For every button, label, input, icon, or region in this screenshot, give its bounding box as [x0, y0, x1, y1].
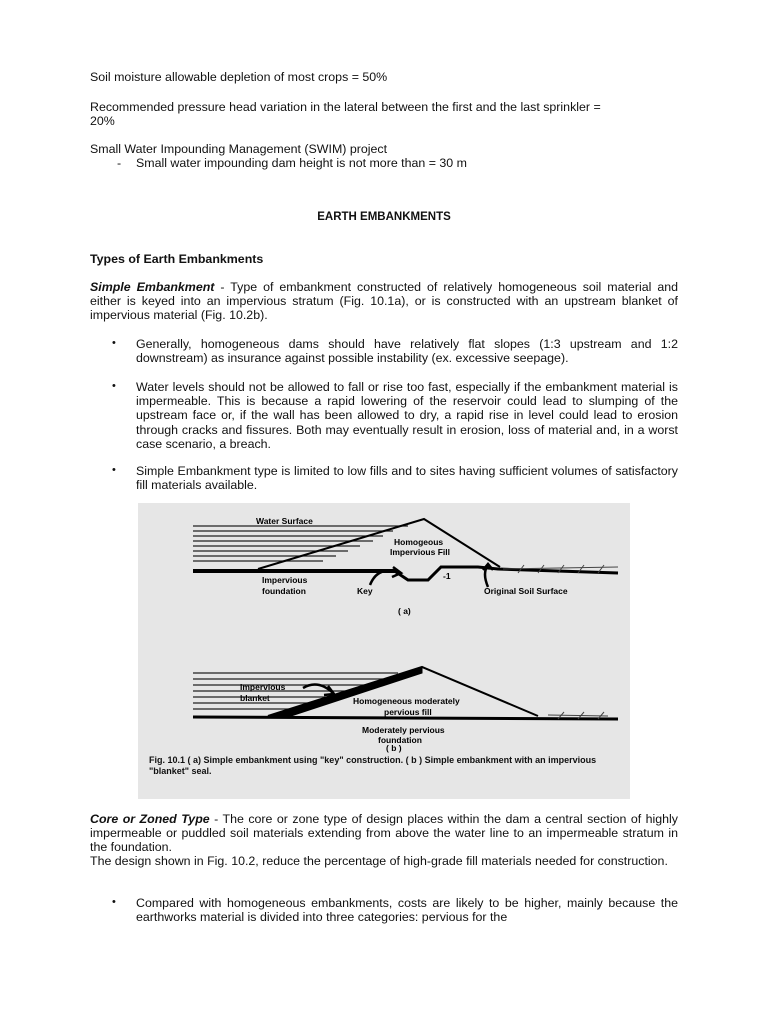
- label-slope: -1: [443, 571, 451, 581]
- label-impervious-fill: Impervious Fill: [390, 547, 450, 557]
- pressure-head-line: Recommended pressure head variation in the lateral between the first and the last sprinkler =: [90, 100, 601, 114]
- label-b: ( b ): [386, 743, 402, 753]
- subheading: Types of Earth Embankments: [90, 252, 264, 266]
- bullet-dot: •: [112, 896, 116, 908]
- blanket-arrow: [303, 684, 334, 695]
- dam-height-line: Small water impounding dam height is not more than = 30 m: [136, 156, 467, 170]
- swim-project-line: Small Water Impounding Management (SWIM) project: [90, 142, 388, 156]
- dash-marker: -: [117, 156, 122, 170]
- figure-caption: Fig. 10.1 ( a) Simple embankment using "key" construction. ( b ) Simple embankment with an impervious "blanket" seal.: [149, 755, 597, 776]
- label-homogeneous-moderately: Homogeneous moderately: [353, 696, 460, 706]
- label-homogeous: Homogeous: [394, 537, 444, 547]
- simple-embankment-text: - Type of embankment constructed of relatively homogeneous soil material and either is keyed into an impervious stratum (Fig. 10.1a), or is constructed with an upstream blanket of impervious material (Fig. 10.2b).: [90, 280, 678, 323]
- label-original-soil: Original Soil Surface: [484, 586, 568, 596]
- simple-embankment-paragraph: [90, 280, 678, 323]
- bullet-text: Simple Embankment type is limited to low fills and to sites having sufficient volumes of satisfactory fill materials available.: [136, 464, 678, 493]
- label-key: Key: [357, 586, 373, 596]
- label-impervious: Impervious: [262, 575, 308, 585]
- figure-10-1: [138, 503, 630, 799]
- design-paragraph: The design shown in Fig. 10.2, reduce the percentage of high-grade fill materials needed for construction.: [90, 854, 668, 868]
- label-impervious-b: Impervious: [240, 682, 286, 692]
- bullet-dot: •: [112, 337, 116, 349]
- label-a: ( a): [398, 606, 411, 616]
- label-blanket: blanket: [240, 693, 270, 703]
- soil-moisture-line: Soil moisture allowable depletion of most crops = 50%: [90, 70, 388, 84]
- label-pervious-fill: pervious fill: [384, 707, 432, 717]
- label-foundation-b: foundation: [378, 735, 422, 745]
- pressure-head-value: 20%: [90, 114, 115, 128]
- core-zoned-text: - The core or zone type of design places within the dam a central section of highly impermeable or puddled soil materials extending from above the water line to an impermeable stratum in the foundation.: [90, 812, 678, 855]
- core-zoned-term: Core or Zoned Type: [90, 812, 210, 826]
- core-zoned-paragraph: [90, 812, 678, 855]
- bullet-dot: •: [112, 464, 116, 476]
- label-water-surface: Water Surface: [256, 516, 313, 526]
- simple-embankment-term: Simple Embankment: [90, 280, 215, 294]
- label-foundation: foundation: [262, 586, 306, 596]
- bullet-text: Generally, homogeneous dams should have relatively flat slopes (1:3 upstream and 1:2 downstream) as insurance against possible instability (ex. excessive seepage).: [136, 337, 678, 366]
- section-title: EARTH EMBANKMENTS: [317, 211, 451, 223]
- bullet-text: Compared with homogeneous embankments, costs are likely to be higher, mainly because the earthworks material is divided into three categories: pervious for the: [136, 896, 678, 925]
- label-moderately-pervious: Moderately pervious: [362, 725, 445, 735]
- bullet-text: Water levels should not be allowed to fall or rise too fast, especially if the embankment material is impermeable. This is because a rapid lowering of the reservoir could lead to slumping of the upstream face or, if the wall has been allowed to dry, a rapid rise in level could lead to erosion through cracks and fissures. Both may eventually result in erosion, loss of material and, in a worst case scenario, a breach.: [136, 380, 678, 451]
- bullet-dot: •: [112, 380, 116, 392]
